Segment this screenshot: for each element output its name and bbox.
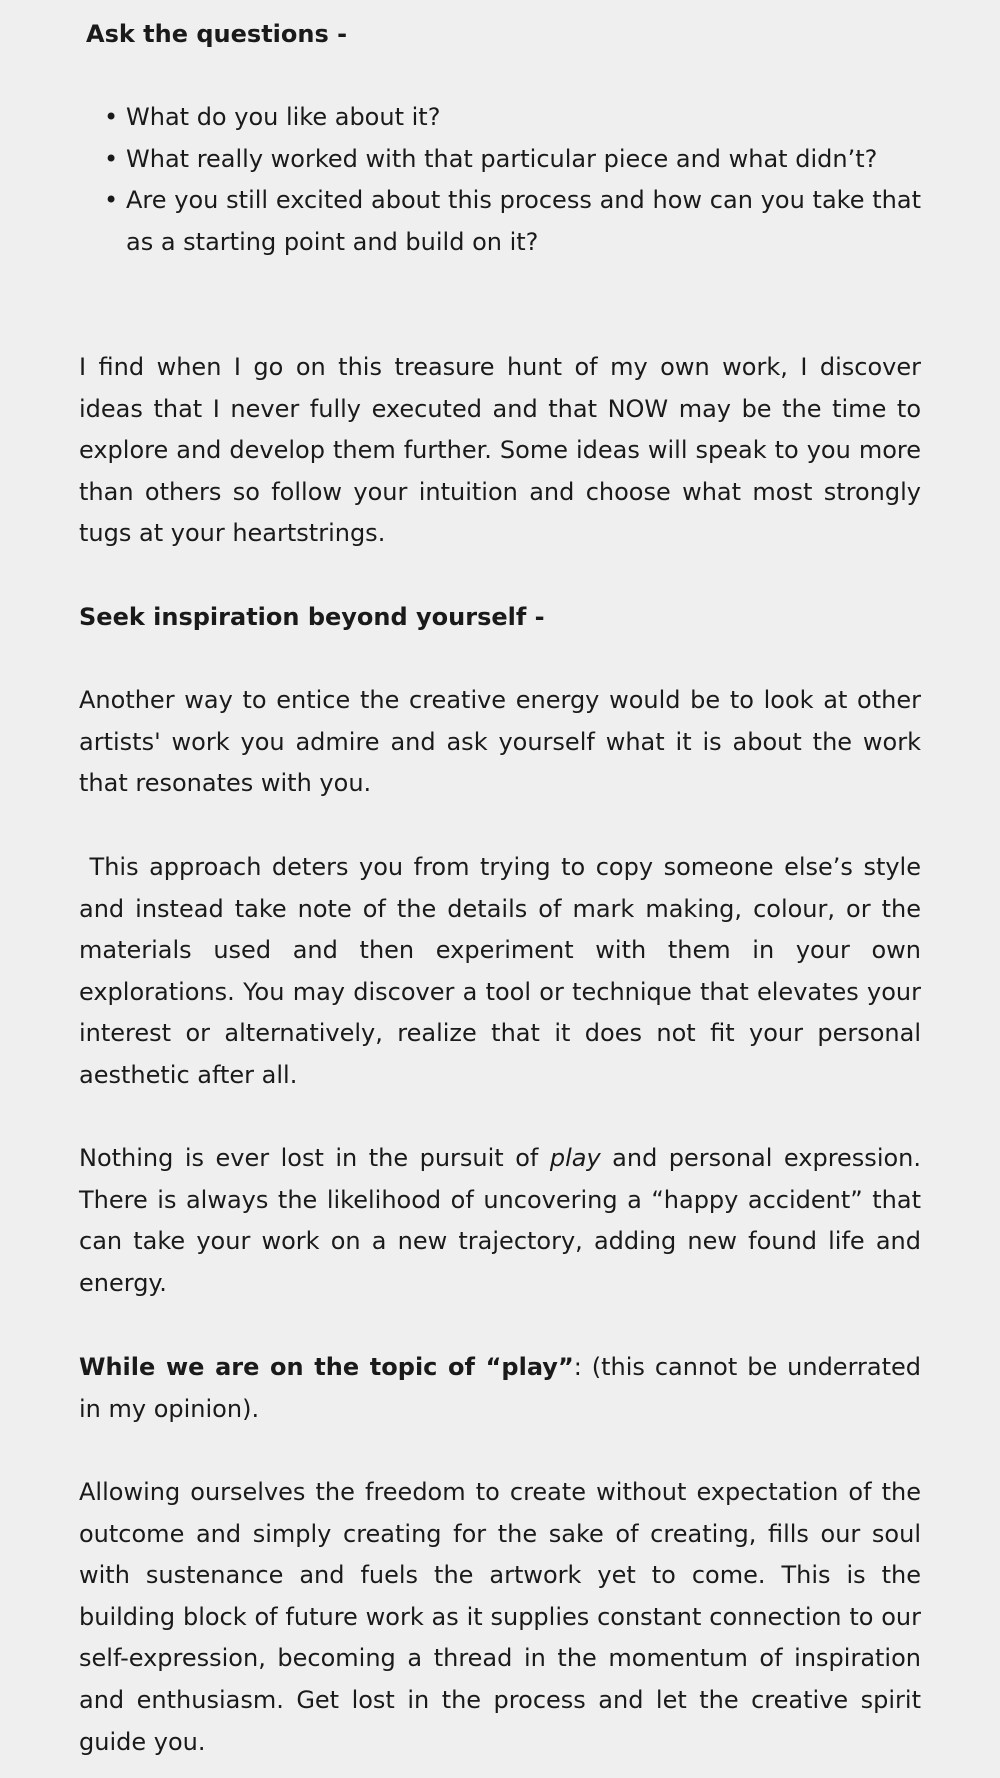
- bullet-icon: •: [104, 186, 119, 215]
- paragraph-text: Allowing ourselves the freedom to create without expectation of the outcome and simply creating for the sake of creating, fills our soul with sustenance and fuels the artwork yet to come. This is the building block of future work as it supplies constant connection to our self-expression, becoming a thread in the momentum of inspiration and enthusiasm. Get lost in the process and let the creative spirit guide you.: [79, 1478, 921, 1756]
- question-text: What do you like about it?: [126, 103, 441, 131]
- paragraph-text: I find when I go on this treasure hunt of my own work, I discover ideas that I never fully executed and that NOW may be the time to explore and develop them further. Some ideas will speak to you more than others so follow your intuition and choose what most strongly tugs at your heartstrings.: [79, 353, 921, 548]
- paragraph-text: This approach deters you from trying to copy someone else’s style and instead take note of the details of mark making, colour, or the materials used and then experiment with them in your own explorations. You may discover a tool or technique that elevates your interest or alternatively, realize that it does not fit your personal aesthetic after all.: [79, 853, 929, 1089]
- list-item: [104, 180, 921, 263]
- emphasis-play: play: [549, 1144, 601, 1172]
- question-text: Are you still excited about this process and how can you take that as a starting point and build on it?: [126, 186, 921, 256]
- heading-seek-inspiration: [79, 597, 921, 639]
- paragraph-freedom: [79, 1472, 921, 1763]
- paragraph-text: [79, 1347, 921, 1430]
- paragraph-treasure-hunt: [79, 347, 921, 555]
- paragraph-nothing-lost: [79, 1138, 921, 1304]
- heading-ask-questions: Ask the questions -: [86, 20, 348, 48]
- text-run: and personal expression. There is always the likelihood of uncovering a “happy accident” that can take your work on a new trajectory, adding new found life and energy.: [79, 1144, 922, 1297]
- section-heading: Seek inspiration beyond yourself -: [79, 603, 545, 631]
- paragraph-text: Another way to entice the creative energy would be to look at other artists' work you admire and ask yourself what it is about the work that resonates with you.: [79, 686, 921, 798]
- bullet-icon: •: [104, 144, 119, 173]
- list-item: [104, 139, 921, 181]
- text-run: : (this cannot be underrated in my opinion).: [79, 1353, 921, 1423]
- paragraph-topic-play: [79, 1347, 921, 1430]
- bold-lead-in: While we are on the topic of “play”: [79, 1353, 574, 1381]
- bullet-icon: •: [104, 103, 119, 131]
- questions-list: [79, 97, 921, 263]
- list-item: [104, 97, 921, 139]
- paragraph-approach: [79, 847, 929, 1097]
- paragraph-text: [79, 1138, 921, 1304]
- paragraph-entice-energy: [79, 680, 921, 805]
- question-text: What really worked with that particular piece and what didn’t?: [126, 144, 878, 173]
- text-run: Nothing is ever lost in the pursuit of: [79, 1144, 550, 1172]
